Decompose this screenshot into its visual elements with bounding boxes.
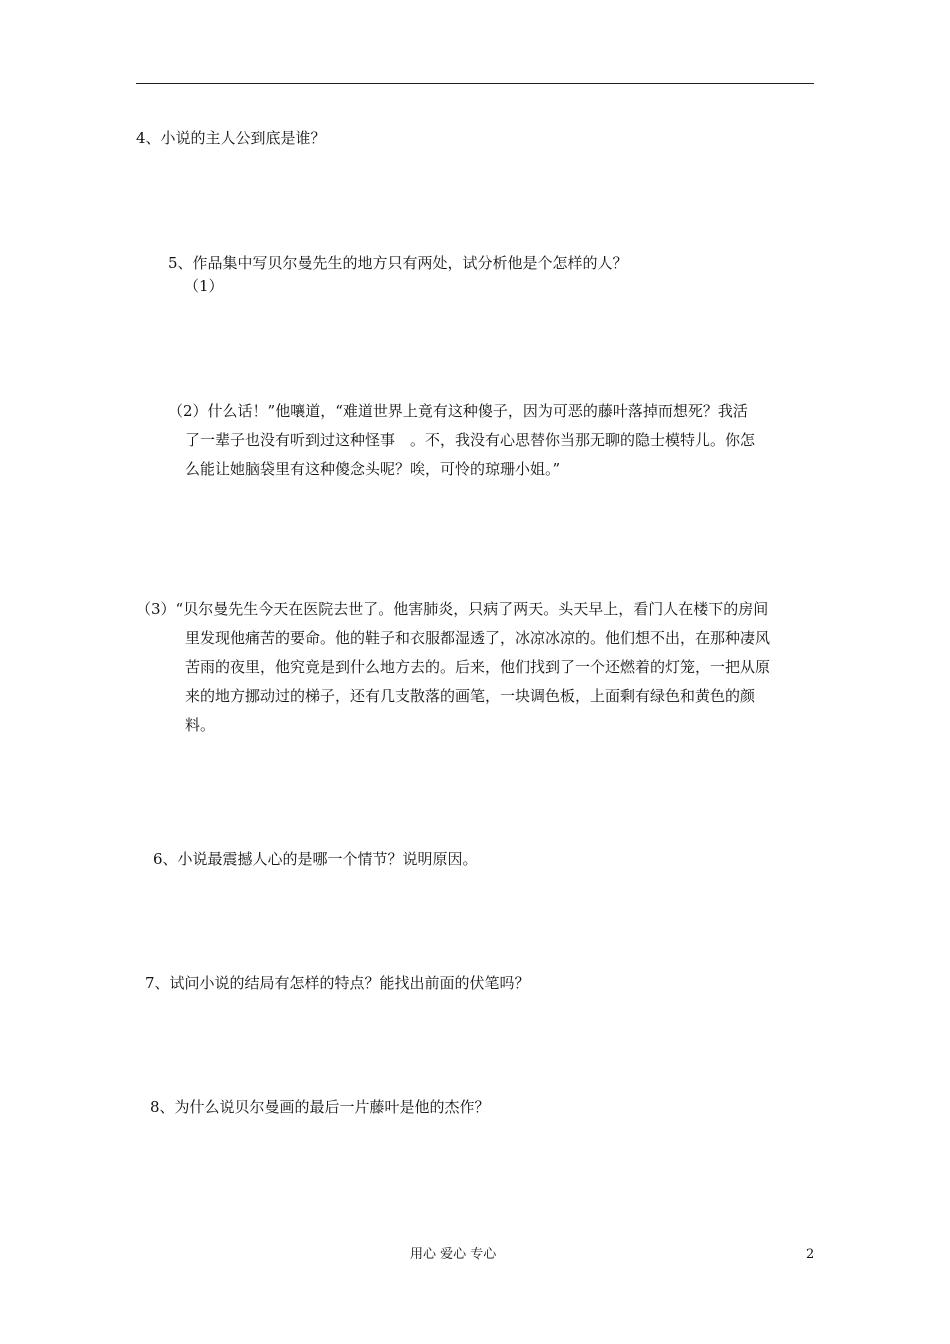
quote-line: 来的地方挪动过的梯子，还有几支散落的画笔，一块调色板，上面剩有绿色和黄色的颜 [185, 687, 756, 705]
quote-line: 里发现他痛苦的要命。他的鞋子和衣服都湿透了，冰凉冰凉的。他们想不出，在那种凄风 [185, 629, 771, 647]
question-6: 6、小说最震撼人心的是哪一个情节？说明原因。 [153, 850, 478, 868]
quote-line: 料。 [185, 716, 216, 734]
question-4: 4、小说的主人公到底是谁？ [136, 129, 326, 147]
question-8: 8、为什么说贝尔曼画的最后一片藤叶是他的杰作？ [150, 1098, 490, 1116]
quote-line: 么能让她脑袋里有这种傻念头呢？唉，可怜的琼珊小姐。” [185, 460, 561, 478]
footer-motto: 用心 爱心 专心 [410, 1247, 497, 1262]
question-5: 5、作品集中写贝尔曼先生的地方只有两处，试分析他是个怎样的人？ [168, 254, 628, 272]
quote-line: （3）“贝尔曼先生今天在医院去世了。他害肺炎，只病了两天。头天早上，看门人在楼下的房间 [136, 600, 769, 618]
quote-line: 了一辈子也没有听到过这种怪事 。不，我没有心思替你当那无聊的隐士模特儿。你怎 [185, 431, 756, 449]
question-5-sub-2-quote [168, 397, 818, 484]
page-number: 2 [806, 1247, 815, 1262]
question-5-sub-3-quote [136, 595, 816, 740]
question-7: 7、试问小说的结局有怎样的特点？能找出前面的伏笔吗？ [145, 974, 530, 992]
header-rule [136, 83, 814, 84]
question-5-sub-1: （1） [184, 277, 224, 295]
quote-line: 苦雨的夜里，他究竟是到什么地方去的。后来，他们找到了一个还燃着的灯笼，一把从原 [185, 658, 771, 676]
quote-line: （2）什么话！”他嚷道，“难道世界上竟有这种傻子，因为可恶的藤叶落掉而想死？我活 [168, 402, 748, 420]
